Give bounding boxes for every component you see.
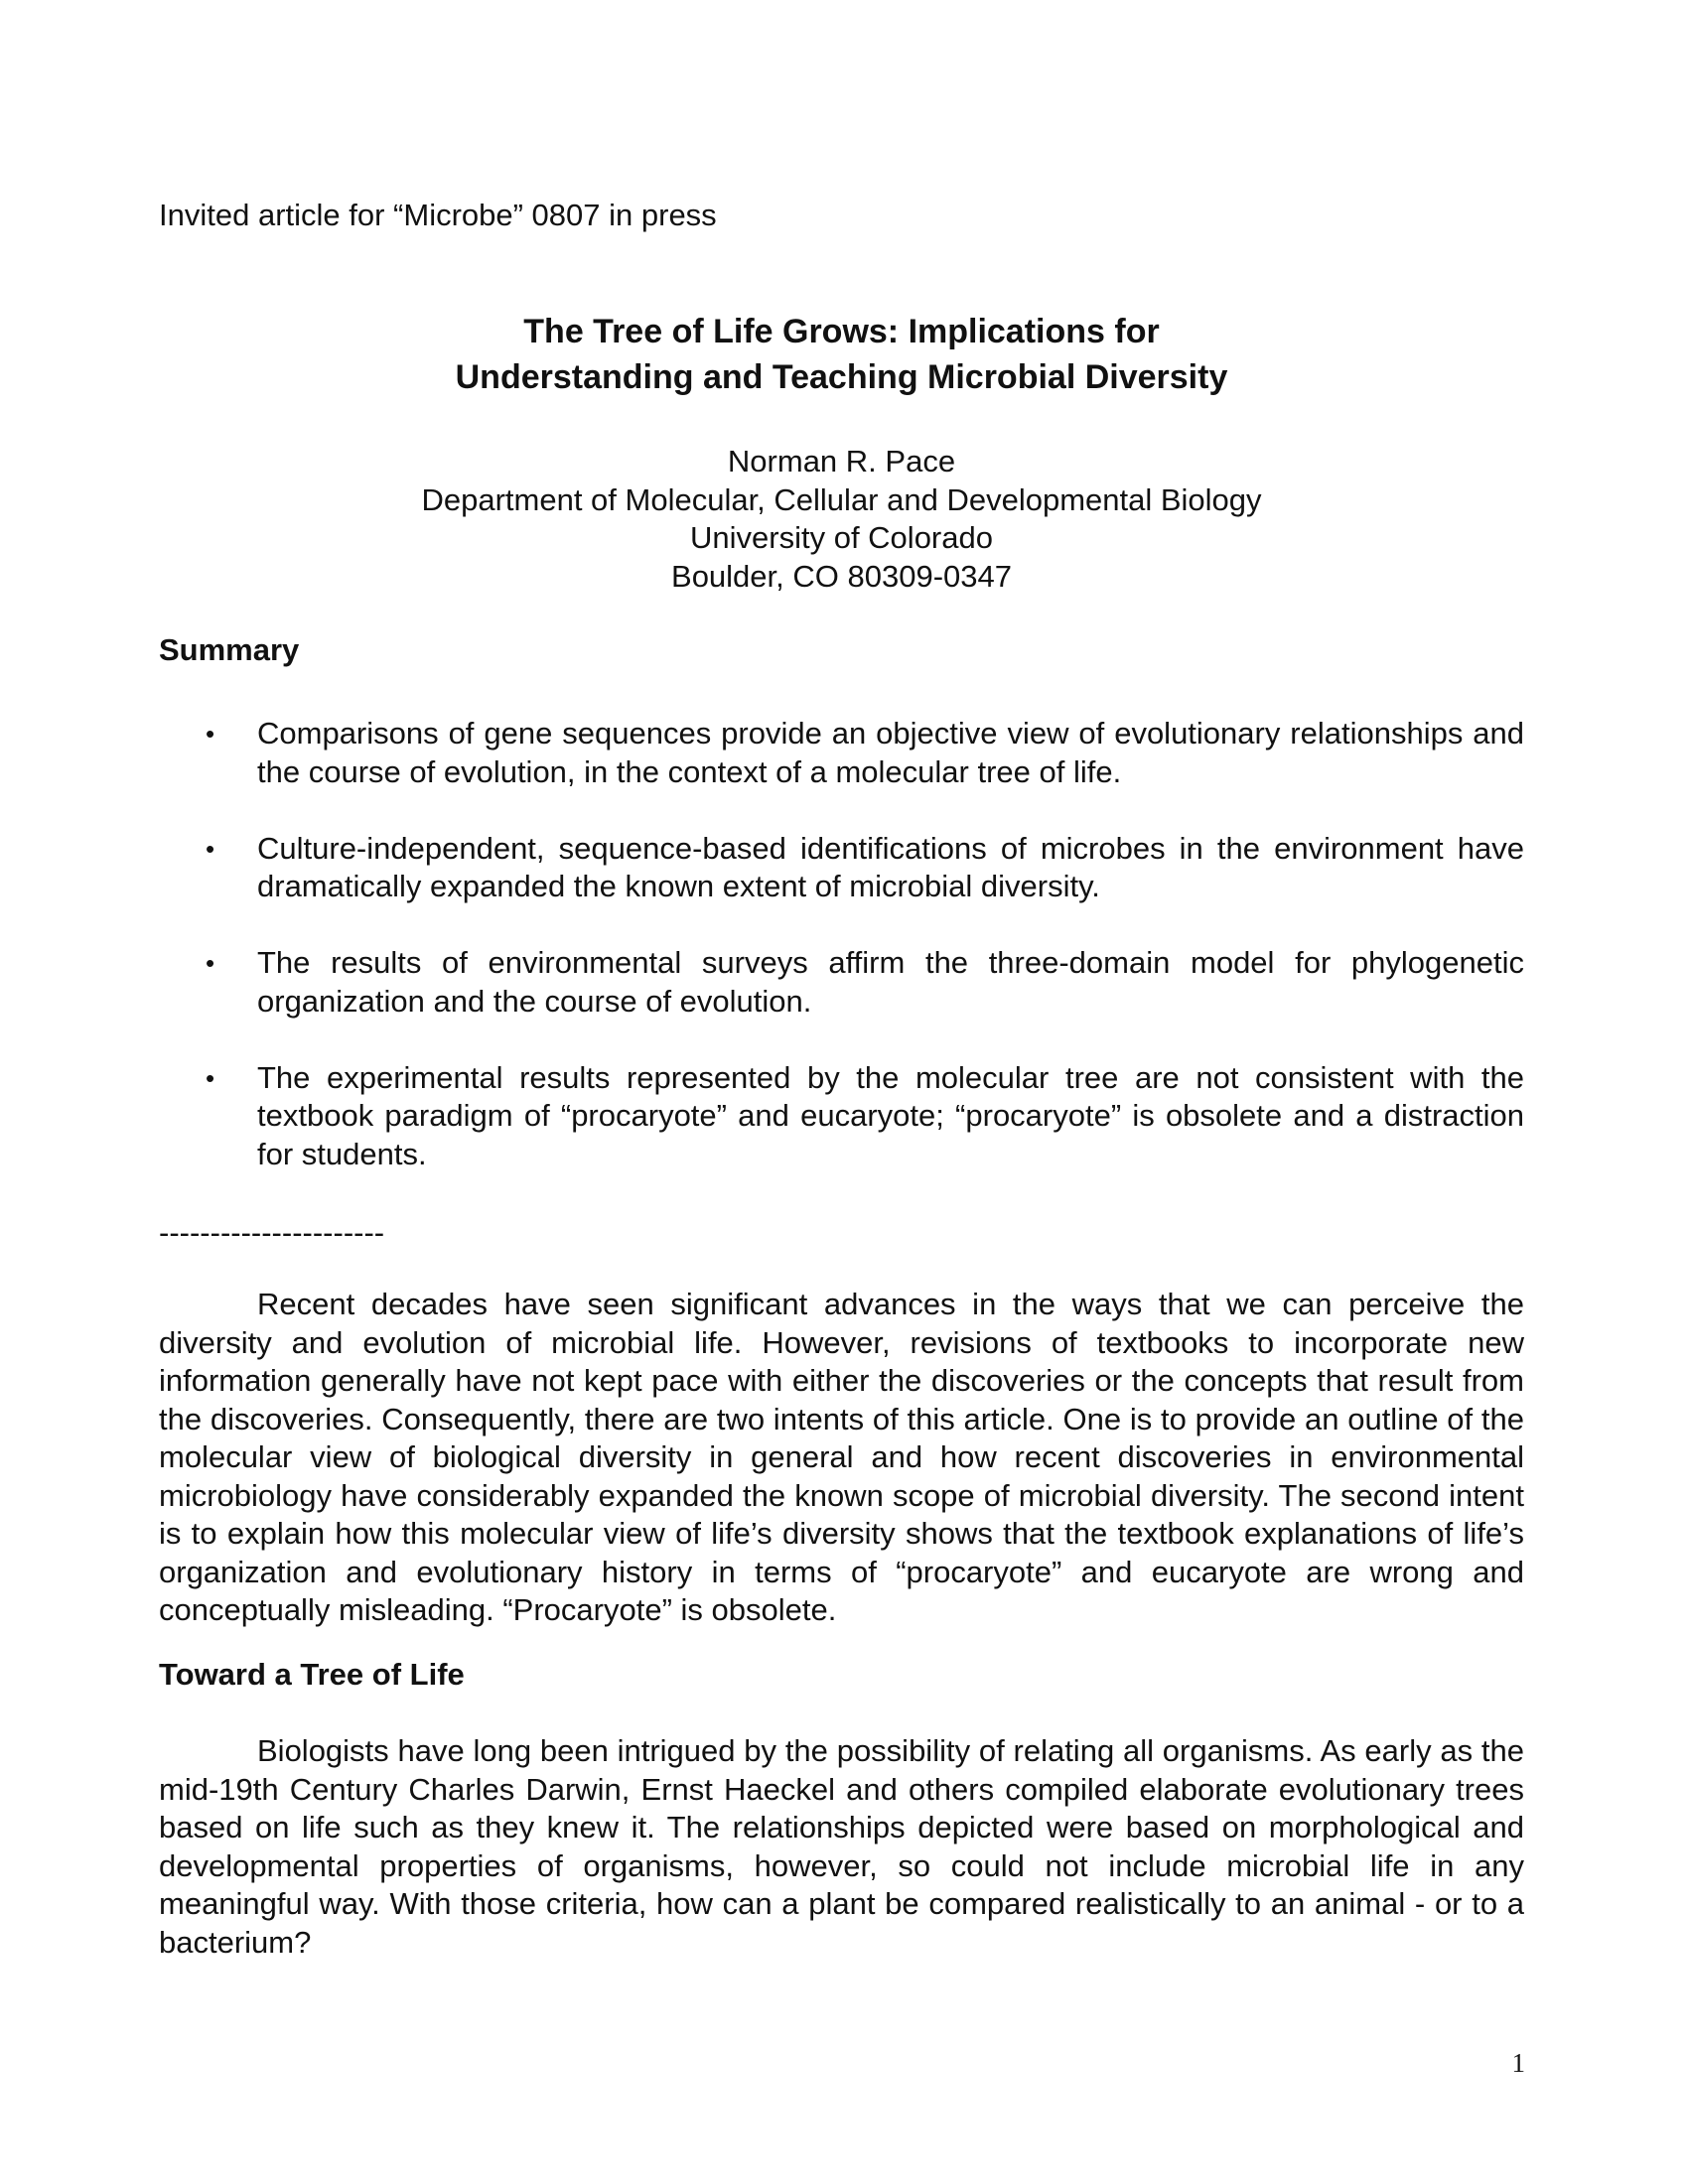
author-department: Department of Molecular, Cellular and Developmental Biology xyxy=(421,481,1262,517)
bullet-icon: • xyxy=(206,833,215,864)
summary-heading: Summary xyxy=(159,632,300,667)
author-university: University of Colorado xyxy=(690,520,993,555)
author-name: Norman R. Pace xyxy=(727,444,956,478)
title-line-2: Understanding and Teaching Microbial Diversity xyxy=(455,358,1228,396)
title-line-1: The Tree of Life Grows: Implications for xyxy=(523,313,1160,350)
page-number: 1 xyxy=(1511,2048,1525,2078)
summary-bullet-text: Culture-independent, sequence-based identifications of microbes in the environment have dramatically expanded the known extent of microbial diversity. xyxy=(257,830,1524,903)
intro-paragraph: Recent decades have seen significant advances in the ways that we can perceive the diversity and evolution of microbial life. However, revisions of textbooks to incorporate new information generally have not kept pace with either the discoveries or the concepts that result from the discoveries. Consequently, there are two intents of this article. One is to provide an outline of the molecular view of biological diversity in general and how recent discoveries in environmental microbiology have considerably expanded the known scope of microbial diversity. The second intent is to explain how this molecular view of life’s diversity shows that the textbook explanations of life’s organization and evolutionary history in terms of “procaryote” and eucaryote are wrong and conceptually misleading. “Procaryote” is obsolete. xyxy=(159,1287,1524,1627)
tree-of-life-heading: Toward a Tree of Life xyxy=(159,1657,465,1692)
bullet-icon: • xyxy=(206,948,215,978)
summary-bullet-text: Comparisons of gene sequences provide an objective view of evolutionary relationships and the course of evolution, in the context of a molecular tree of life. xyxy=(257,716,1524,789)
header-note: Invited article for “Microbe” 0807 in press xyxy=(159,198,717,232)
author-address: Boulder, CO 80309-0347 xyxy=(671,558,1012,594)
summary-bullet-text: The experimental results represented by the molecular tree are not consistent with the textbook paradigm of “procaryote” and eucaryote; “procaryote” is obsolete and a distraction for students. xyxy=(257,1059,1524,1171)
summary-bullet xyxy=(159,715,1524,791)
author-block xyxy=(159,443,1524,596)
bullet-icon: • xyxy=(206,1062,215,1093)
bullet-icon: • xyxy=(206,719,215,749)
summary-bullet-list xyxy=(159,715,1524,1212)
summary-bullet xyxy=(159,944,1524,1021)
section-divider: ---------------------- xyxy=(159,1215,385,1250)
summary-bullet-text: The results of environmental surveys affirm the three-domain model for phylogenetic organization and the course of evolution. xyxy=(257,945,1524,1019)
tree-of-life-paragraph: Biologists have long been intrigued by the possibility of relating all organisms. As early as the mid-19th Century Charles Darwin, Ernst Haeckel and others compiled elaborate evolutionary trees based on life such as they knew it. The relationships depicted were based on morphological and developmental properties of organisms, however, so could not include microbial life in any meaningful way. With those criteria, how can a plant be compared realistically to an animal - or to a bacterium? xyxy=(159,1733,1524,1960)
summary-bullet xyxy=(159,1059,1524,1174)
summary-bullet xyxy=(159,830,1524,906)
article-title xyxy=(159,309,1524,400)
